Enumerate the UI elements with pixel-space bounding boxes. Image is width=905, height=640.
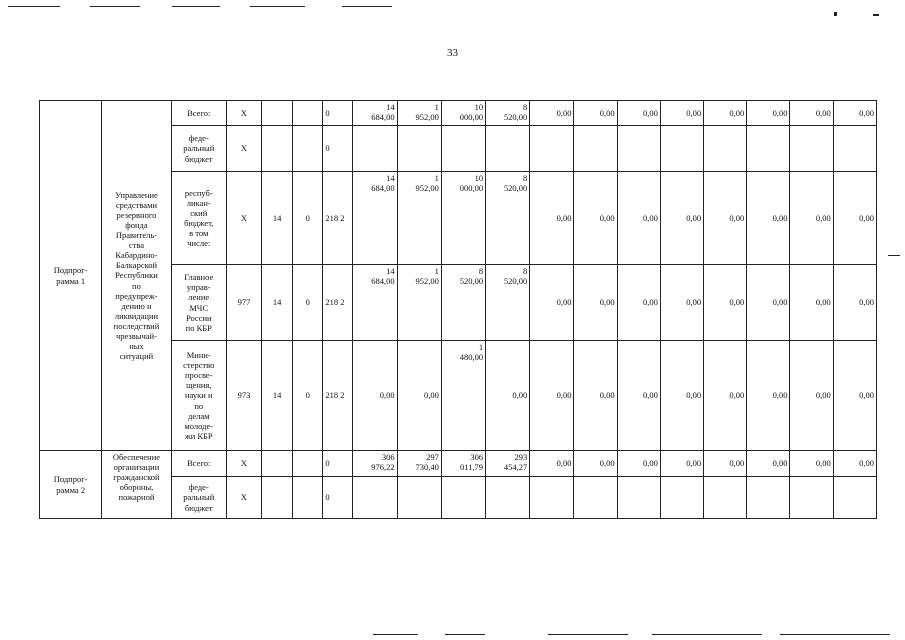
amount-cell bbox=[747, 265, 790, 341]
amount-cell-line: 0,00 bbox=[859, 297, 874, 308]
grbs-cell-line: X bbox=[240, 458, 248, 469]
amount-cell bbox=[704, 477, 747, 519]
amount-cell bbox=[441, 451, 485, 477]
amount-cell-line: 952,00 bbox=[415, 183, 439, 194]
pr-cell bbox=[293, 172, 323, 265]
subprogram-name-cell-line: обороны, bbox=[119, 482, 154, 493]
grbs-cell bbox=[226, 477, 261, 519]
scan-mark bbox=[652, 634, 762, 635]
amount-cell-line: 0,00 bbox=[772, 212, 788, 223]
amount-cell-line: 952,00 bbox=[415, 112, 439, 123]
subprogram-name-cell-line: ства bbox=[128, 240, 145, 251]
grbs-cell-line: X bbox=[240, 143, 248, 154]
amount-cell-line: 1 bbox=[434, 266, 439, 276]
subprogram-name-cell-line: предупреж- bbox=[115, 290, 158, 301]
rz-cell-line: 14 bbox=[272, 212, 282, 223]
csr-cell-line: 0 bbox=[325, 143, 330, 154]
subprogram-name-cell-line: организации bbox=[113, 462, 160, 473]
subprogram-name-cell-line: Управление bbox=[115, 190, 158, 201]
rz-cell bbox=[262, 451, 293, 477]
amount-cell-line: 0,00 bbox=[729, 107, 745, 118]
amount-cell bbox=[704, 126, 747, 172]
amount-cell-line: 0,00 bbox=[859, 458, 874, 469]
funding-source-cell-line: ральный bbox=[183, 143, 215, 154]
subprogram-cell bbox=[40, 101, 102, 451]
amount-cell bbox=[486, 126, 530, 172]
amount-cell bbox=[353, 451, 397, 477]
amount-cell bbox=[353, 172, 397, 265]
funding-source-cell-line: феде- bbox=[188, 133, 209, 144]
funding-source-cell-line: делам bbox=[188, 410, 210, 421]
amount-cell-line: 306 bbox=[470, 452, 484, 462]
pr-cell bbox=[293, 451, 323, 477]
funding-source-cell-line: феде- bbox=[188, 482, 209, 493]
funding-source-cell bbox=[171, 265, 226, 341]
amount-cell bbox=[353, 101, 397, 126]
rz-cell bbox=[262, 477, 293, 519]
scan-mark bbox=[172, 6, 220, 7]
rz-cell bbox=[262, 265, 293, 341]
amount-cell bbox=[530, 341, 574, 451]
funding-source-cell-line: бюджет bbox=[184, 502, 213, 513]
amount-cell-line: 0,00 bbox=[423, 390, 439, 401]
subprogram-name-cell-line: гражданской bbox=[113, 472, 160, 483]
amount-cell bbox=[486, 477, 530, 519]
amount-cell-line: 0,00 bbox=[686, 390, 702, 401]
amount-cell bbox=[486, 172, 530, 265]
csr-cell bbox=[323, 265, 353, 341]
rz-cell bbox=[262, 101, 293, 126]
amount-cell bbox=[790, 477, 833, 519]
funding-source-cell-line: по bbox=[194, 400, 204, 411]
subprogram-name-cell-line: ситуаций bbox=[119, 350, 154, 361]
funding-source-cell-line: числе: bbox=[187, 238, 211, 249]
csr-cell bbox=[323, 101, 353, 126]
funding-source-cell-line: респуб- bbox=[184, 187, 213, 198]
grbs-cell bbox=[226, 265, 261, 341]
amount-cell-line: 0,00 bbox=[599, 390, 615, 401]
funding-source-cell-line: бюджет, bbox=[184, 218, 214, 228]
amount-cell bbox=[530, 172, 574, 265]
csr-cell-line: 218 2 bbox=[325, 297, 345, 308]
scan-mark bbox=[888, 255, 900, 256]
subprogram-name-cell-line: пожарной bbox=[118, 492, 155, 503]
amount-cell-line: 0,00 bbox=[729, 458, 745, 469]
pr-cell-line: 0 bbox=[305, 212, 310, 223]
amount-cell-line: 0,00 bbox=[772, 107, 788, 118]
grbs-cell-line: X bbox=[240, 107, 248, 118]
funding-source-cell-line: Мини- bbox=[186, 350, 211, 361]
funding-source-cell bbox=[171, 451, 226, 477]
amount-cell-line: 454,27 bbox=[503, 462, 528, 473]
rz-cell bbox=[262, 341, 293, 451]
amount-cell bbox=[441, 477, 485, 519]
subprogram-name-cell-line: фонда bbox=[125, 220, 148, 231]
amount-cell-line: 0,00 bbox=[599, 458, 615, 469]
amount-cell-line: 684,00 bbox=[371, 183, 395, 194]
amount-cell-line: 8 bbox=[478, 266, 484, 276]
funding-source-cell bbox=[171, 477, 226, 519]
amount-cell-line: 0,00 bbox=[729, 390, 745, 401]
subprogram-name-cell-line: Обеспечение bbox=[112, 452, 161, 462]
amount-cell bbox=[397, 126, 441, 172]
amount-cell-line: 0,00 bbox=[686, 212, 702, 223]
amount-cell bbox=[574, 126, 617, 172]
amount-cell bbox=[486, 341, 530, 451]
amount-cell bbox=[530, 101, 574, 126]
table-row bbox=[40, 101, 877, 126]
scan-mark bbox=[780, 634, 890, 635]
scan-mark bbox=[873, 14, 879, 16]
amount-cell bbox=[574, 101, 617, 126]
csr-cell bbox=[323, 477, 353, 519]
subprogram-name-cell bbox=[102, 451, 171, 519]
funding-source-cell bbox=[171, 172, 226, 265]
amount-cell-line: 0,00 bbox=[772, 458, 788, 469]
amount-cell-line: 0,00 bbox=[643, 107, 658, 118]
amount-cell-line: 0,00 bbox=[599, 212, 615, 223]
amount-cell bbox=[704, 172, 747, 265]
amount-cell-line: 0,00 bbox=[556, 297, 572, 308]
subprogram-name-cell-line: дению и bbox=[121, 300, 152, 311]
subprogram-name-cell-line: Балкарской bbox=[115, 260, 158, 271]
scan-mark bbox=[8, 6, 60, 7]
table-row bbox=[40, 451, 877, 477]
amount-cell-line: 0,00 bbox=[686, 297, 702, 308]
amount-cell bbox=[747, 101, 790, 126]
amount-cell-line: 000,00 bbox=[459, 183, 484, 194]
amount-cell bbox=[397, 265, 441, 341]
amount-cell bbox=[530, 451, 574, 477]
funding-source-cell-line: России bbox=[185, 312, 212, 323]
amount-cell-line: 000,00 bbox=[459, 112, 484, 123]
scan-mark bbox=[445, 634, 485, 635]
subprogram-name-cell-line: ликвидации bbox=[114, 310, 159, 321]
amount-cell bbox=[441, 341, 485, 451]
rz-cell bbox=[262, 126, 293, 172]
amount-cell bbox=[833, 265, 876, 341]
amount-cell-line: 011,79 bbox=[460, 462, 484, 473]
funding-source-cell-line: стерство bbox=[183, 360, 215, 371]
csr-cell bbox=[323, 341, 353, 451]
amount-cell-line: 1 bbox=[434, 173, 439, 183]
amount-cell-line: 14 bbox=[386, 266, 395, 276]
amount-cell bbox=[397, 477, 441, 519]
amount-cell bbox=[790, 172, 833, 265]
rz-cell-line: 14 bbox=[272, 390, 282, 401]
csr-cell-line: 0 bbox=[325, 492, 330, 503]
subprogram-cell-line: рамма 2 bbox=[56, 484, 86, 495]
amount-cell bbox=[790, 265, 833, 341]
amount-cell-line: 297 bbox=[426, 452, 439, 462]
grbs-cell bbox=[226, 451, 261, 477]
amount-cell bbox=[660, 477, 703, 519]
amount-cell-line: 520,00 bbox=[503, 183, 528, 194]
amount-cell bbox=[353, 477, 397, 519]
amount-cell bbox=[486, 101, 530, 126]
funding-source-cell-line: науки и bbox=[185, 390, 213, 401]
amount-cell bbox=[790, 101, 833, 126]
pr-cell bbox=[293, 101, 323, 126]
amount-cell bbox=[660, 265, 703, 341]
page-number: 33 bbox=[447, 47, 458, 59]
subprogram-cell-line: Подпрог- bbox=[53, 265, 88, 276]
amount-cell-line: 8 bbox=[523, 102, 528, 112]
amount-cell-line: 1 bbox=[478, 342, 484, 352]
subprogram-cell bbox=[40, 451, 102, 519]
subprogram-name-cell-line: Правитель- bbox=[115, 230, 158, 241]
amount-cell bbox=[574, 172, 617, 265]
subprogram-name-cell-line: Республики bbox=[115, 270, 158, 281]
amount-cell-line: 976,22 bbox=[371, 462, 395, 473]
amount-cell bbox=[353, 341, 397, 451]
amount-cell-line: 0,00 bbox=[859, 212, 874, 223]
subprogram-name-cell-line: по bbox=[132, 280, 141, 291]
amount-cell bbox=[833, 341, 876, 451]
grbs-cell-line: 973 bbox=[237, 390, 251, 401]
amount-cell-line: 684,00 bbox=[371, 276, 395, 287]
funding-source-cell-line: ликан- bbox=[186, 197, 211, 208]
amount-cell bbox=[530, 265, 574, 341]
amount-cell bbox=[660, 126, 703, 172]
pr-cell bbox=[293, 341, 323, 451]
amount-cell bbox=[441, 172, 485, 265]
amount-cell-line: 0,00 bbox=[556, 107, 572, 118]
amount-cell bbox=[353, 126, 397, 172]
budget-table bbox=[39, 100, 877, 519]
grbs-cell bbox=[226, 101, 261, 126]
subprogram-name-cell-line: последствий bbox=[113, 320, 160, 331]
scan-mark bbox=[834, 12, 837, 16]
funding-source-cell-line: щения, bbox=[186, 380, 212, 391]
amount-cell-line: 0,00 bbox=[556, 458, 572, 469]
amount-cell bbox=[704, 101, 747, 126]
amount-cell bbox=[617, 451, 660, 477]
amount-cell-line: 306 bbox=[381, 452, 395, 462]
amount-cell bbox=[441, 101, 485, 126]
amount-cell bbox=[530, 126, 574, 172]
subprogram-name-cell-line: чрезвычай- bbox=[116, 330, 157, 341]
csr-cell bbox=[323, 172, 353, 265]
amount-cell bbox=[660, 101, 703, 126]
funding-source-cell-line: МЧС bbox=[189, 302, 209, 313]
grbs-cell-line: X bbox=[240, 492, 248, 503]
amount-cell bbox=[833, 101, 876, 126]
amount-cell bbox=[833, 451, 876, 477]
scan-mark bbox=[373, 634, 418, 635]
funding-source-cell-line: Главное bbox=[184, 272, 214, 283]
grbs-cell bbox=[226, 126, 261, 172]
amount-cell-line: 10 bbox=[474, 102, 484, 112]
funding-source-cell-line: по КБР bbox=[185, 322, 212, 333]
funding-source-cell bbox=[171, 126, 226, 172]
amount-cell bbox=[617, 265, 660, 341]
amount-cell-line: 0,00 bbox=[729, 297, 745, 308]
funding-source-cell-line: в том bbox=[189, 228, 209, 239]
csr-cell-line: 0 bbox=[325, 107, 330, 118]
amount-cell-line: 0,00 bbox=[643, 212, 658, 223]
funding-source-cell-line: ский bbox=[190, 207, 208, 218]
rz-cell bbox=[262, 172, 293, 265]
amount-cell-line: 0,00 bbox=[815, 390, 831, 401]
amount-cell bbox=[397, 451, 441, 477]
amount-cell-line: 14 bbox=[386, 173, 395, 183]
amount-cell-line: 0,00 bbox=[815, 297, 831, 308]
pr-cell-line: 0 bbox=[305, 297, 310, 308]
amount-cell bbox=[660, 341, 703, 451]
grbs-cell-line: X bbox=[240, 212, 248, 223]
amount-cell bbox=[790, 341, 833, 451]
scan-mark bbox=[342, 6, 392, 7]
amount-cell-line: 0,00 bbox=[772, 390, 788, 401]
amount-cell-line: 0,00 bbox=[599, 297, 615, 308]
amount-cell bbox=[486, 265, 530, 341]
amount-cell-line: 0,00 bbox=[859, 107, 874, 118]
amount-cell-line: 0,00 bbox=[815, 107, 831, 118]
subprogram-name-cell-line: средствами bbox=[115, 200, 158, 211]
amount-cell-line: 14 bbox=[386, 102, 395, 112]
amount-cell-line: 8 bbox=[523, 266, 528, 276]
scan-mark bbox=[90, 6, 140, 7]
funding-source-cell-line: просве- bbox=[184, 370, 213, 381]
amount-cell bbox=[660, 172, 703, 265]
funding-source-cell-line: Всего: bbox=[187, 107, 211, 118]
amount-cell bbox=[747, 172, 790, 265]
amount-cell-line: 0,00 bbox=[729, 212, 745, 223]
amount-cell-line: 0,00 bbox=[556, 390, 572, 401]
amount-cell bbox=[441, 265, 485, 341]
amount-cell-line: 684,00 bbox=[371, 112, 395, 123]
subprogram-name-cell-line: Кабардино- bbox=[115, 250, 158, 261]
rz-cell-line: 14 bbox=[272, 297, 282, 308]
funding-source-cell-line: бюджет bbox=[184, 153, 213, 164]
amount-cell bbox=[574, 341, 617, 451]
funding-source-cell-line: Всего: bbox=[187, 458, 211, 469]
amount-cell-line: 952,00 bbox=[415, 276, 439, 287]
amount-cell bbox=[747, 126, 790, 172]
amount-cell-line: 0,00 bbox=[815, 212, 831, 223]
amount-cell bbox=[833, 126, 876, 172]
amount-cell bbox=[530, 477, 574, 519]
amount-cell bbox=[833, 172, 876, 265]
csr-cell-line: 0 bbox=[325, 458, 330, 469]
subprogram-cell-line: рамма 1 bbox=[56, 275, 86, 286]
funding-source-cell bbox=[171, 341, 226, 451]
amount-cell-line: 1 bbox=[434, 102, 439, 112]
csr-cell bbox=[323, 451, 353, 477]
amount-cell bbox=[747, 341, 790, 451]
amount-cell-line: 0,00 bbox=[859, 390, 874, 401]
funding-source-cell-line: управ- bbox=[186, 282, 211, 293]
pr-cell bbox=[293, 265, 323, 341]
scan-mark bbox=[548, 634, 628, 635]
funding-source-cell-line: ральный bbox=[183, 492, 215, 503]
amount-cell bbox=[704, 265, 747, 341]
csr-cell bbox=[323, 126, 353, 172]
amount-cell bbox=[397, 101, 441, 126]
amount-cell-line: 730,40 bbox=[415, 462, 439, 473]
amount-cell bbox=[660, 451, 703, 477]
grbs-cell-line: 977 bbox=[237, 297, 251, 308]
amount-cell-line: 0,00 bbox=[686, 458, 702, 469]
funding-source-cell bbox=[171, 101, 226, 126]
amount-cell-line: 0,00 bbox=[643, 390, 658, 401]
amount-cell bbox=[790, 451, 833, 477]
amount-cell bbox=[617, 341, 660, 451]
grbs-cell bbox=[226, 172, 261, 265]
amount-cell-line: 0,00 bbox=[815, 458, 831, 469]
amount-cell bbox=[833, 477, 876, 519]
amount-cell-line: 293 bbox=[514, 452, 528, 462]
amount-cell bbox=[441, 126, 485, 172]
csr-cell-line: 218 2 bbox=[325, 212, 345, 223]
amount-cell-line: 0,00 bbox=[512, 390, 528, 401]
amount-cell bbox=[353, 265, 397, 341]
amount-cell bbox=[397, 341, 441, 451]
amount-cell-line: 10 bbox=[474, 173, 484, 183]
amount-cell-line: 480,00 bbox=[459, 352, 484, 363]
amount-cell-line: 0,00 bbox=[686, 107, 702, 118]
amount-cell bbox=[617, 101, 660, 126]
amount-cell bbox=[397, 172, 441, 265]
subprogram-name-cell-line: резервного bbox=[116, 210, 157, 221]
amount-cell bbox=[617, 172, 660, 265]
amount-cell bbox=[617, 477, 660, 519]
subprogram-name-cell bbox=[102, 101, 171, 451]
funding-source-cell-line: ление bbox=[188, 292, 210, 303]
amount-cell bbox=[747, 451, 790, 477]
amount-cell-line: 8 bbox=[523, 173, 528, 183]
funding-source-cell-line: молоде- bbox=[184, 420, 214, 431]
csr-cell-line: 218 2 bbox=[325, 390, 345, 401]
amount-cell bbox=[486, 451, 530, 477]
amount-cell bbox=[747, 477, 790, 519]
scan-mark bbox=[250, 6, 305, 7]
grbs-cell bbox=[226, 341, 261, 451]
amount-cell bbox=[790, 126, 833, 172]
pr-cell-line: 0 bbox=[305, 390, 310, 401]
amount-cell-line: 0,00 bbox=[379, 390, 395, 401]
amount-cell-line: 0,00 bbox=[643, 297, 658, 308]
amount-cell-line: 0,00 bbox=[772, 297, 788, 308]
amount-cell-line: 0,00 bbox=[556, 212, 572, 223]
amount-cell-line: 520,00 bbox=[459, 276, 484, 287]
amount-cell-line: 520,00 bbox=[503, 112, 528, 123]
subprogram-name-cell-line: ных bbox=[129, 340, 144, 351]
amount-cell bbox=[704, 451, 747, 477]
amount-cell-line: 0,00 bbox=[643, 458, 658, 469]
amount-cell bbox=[704, 341, 747, 451]
amount-cell bbox=[574, 477, 617, 519]
amount-cell bbox=[574, 451, 617, 477]
pr-cell bbox=[293, 477, 323, 519]
amount-cell-line: 0,00 bbox=[599, 107, 615, 118]
pr-cell bbox=[293, 126, 323, 172]
amount-cell bbox=[574, 265, 617, 341]
amount-cell bbox=[617, 126, 660, 172]
subprogram-cell-line: Подпрог- bbox=[53, 474, 88, 485]
amount-cell-line: 520,00 bbox=[503, 276, 528, 287]
funding-source-cell-line: жи КБР bbox=[184, 430, 213, 441]
